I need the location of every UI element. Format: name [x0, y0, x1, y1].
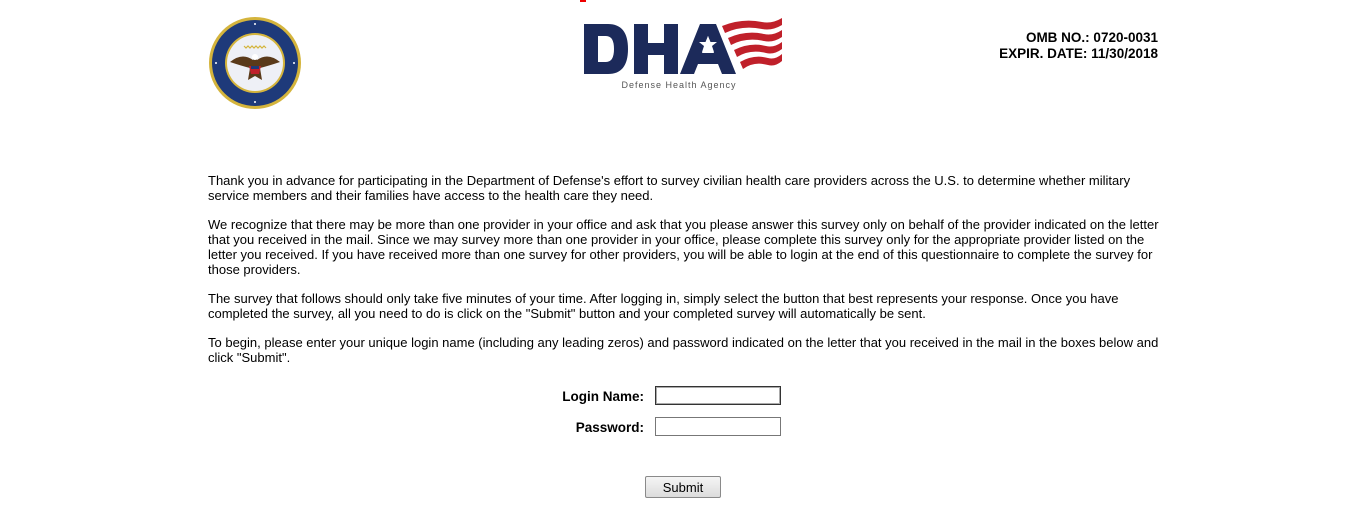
password-input[interactable] [655, 417, 781, 436]
login-name-label: Login Name: [562, 389, 644, 404]
login-row [500, 386, 800, 408]
submit-button[interactable]: Submit [645, 476, 721, 498]
intro-paragraph-3: The survey that follows should only take five minutes of your time. After logging in, simply select the button that best represents your response. Once you have completed the survey, all you need to do is click on the "Submit" button and your completed survey will automatically be sent. [208, 291, 1119, 321]
dod-seal-icon [208, 16, 302, 110]
intro-text [208, 173, 1163, 379]
password-row [500, 417, 800, 439]
password-label: Password: [575, 420, 644, 435]
omb-number: OMB NO.: 0720-0031 [1025, 30, 1158, 45]
intro-paragraph-2: We recognize that there may be more than one provider in your office and ask that you please answer this survey only on behalf of the provider indicated on the letter that you received in the mail. Since we may survey more than one provider in your office, please complete this survey only for the appropriate provider listed on the letter you received. If you have received more than one survey for other providers, you will be able to login at the end of this questionnaire to complete the survey for those providers. [208, 217, 1159, 277]
logo-tagline: Defense Health Agency [621, 80, 737, 90]
expiration-date: EXPIR. DATE: 11/30/2018 [999, 46, 1158, 61]
top-red-mark [580, 0, 586, 2]
intro-paragraph-4: To begin, please enter your unique login name (including any leading zeros) and password indicated on the letter that you received in the mail in the boxes below and click "Submit". [208, 335, 1159, 365]
omb-info [999, 30, 1158, 62]
login-name-input[interactable] [655, 386, 781, 405]
intro-paragraph-1: Thank you in advance for participating in the Department of Defense's effort to survey civilian health care providers across the U.S. to determine whether military service members and their families have access to the health care they need. [208, 173, 1131, 203]
